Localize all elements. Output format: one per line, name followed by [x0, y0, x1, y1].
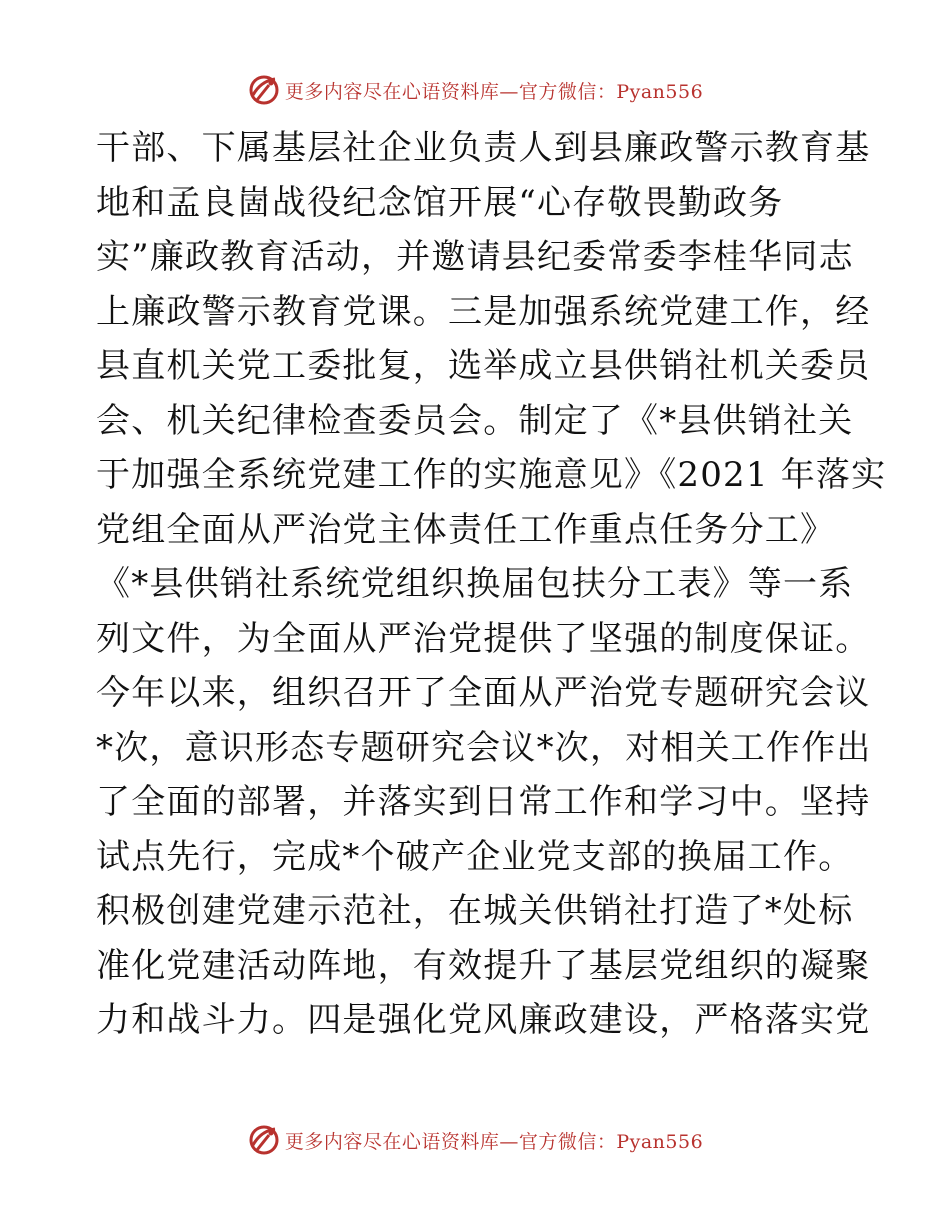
text-line: *次，意识形态专题研究会议*次，对相关工作作出 — [96, 727, 872, 768]
text-line: 积极创建党建示范社，在城关供销社打造了*处标 — [96, 891, 854, 931]
text-line: 力和战斗力。四是强化党风廉政建设，严格落实党 — [96, 1000, 871, 1040]
text-line: 上廉政警示教育党课。三是加强系统党建工作，经 — [96, 291, 871, 332]
text-line: 列文件，为全面从严治党提供了坚强的制度保证。 — [96, 618, 871, 659]
text-line: 实”廉政教育活动，并邀请县纪委常委李桂华同志 — [96, 237, 854, 277]
brand-logo-icon — [247, 1123, 281, 1157]
text-line: 了全面的部署，并落实到日常工作和学习中。坚持 — [96, 782, 871, 822]
document-body — [96, 121, 887, 1048]
text-line: 会、机关纪律检查委员会。制定了《*县供销社关 — [96, 400, 854, 441]
text-line: 试点先行，完成*个破产企业党支部的换届工作。 — [96, 836, 854, 877]
footer-banner — [0, 1120, 950, 1160]
header-banner — [0, 70, 950, 110]
text-line: 今年以来，组织召开了全面从严治党专题研究会议 — [96, 673, 871, 713]
text-line: 党组全面从严治党主体责任工作重点任务分工》 — [96, 509, 836, 550]
text-line: 县直机关党工委批复，选举成立县供销社机关委员 — [96, 346, 871, 386]
text-line: 准化党建活动阵地，有效提升了基层党组织的凝聚 — [96, 945, 871, 986]
text-line: 干部、下属基层社企业负责人到县廉政警示教育基 — [96, 128, 871, 168]
text-line: 于加强全系统党建工作的实施意见》《2021 年落实 — [96, 455, 887, 495]
header-text: 更多内容尽在心语资料库—官方微信：Pyan556 — [284, 80, 704, 103]
footer-text: 更多内容尽在心语资料库—官方微信：Pyan556 — [284, 1130, 704, 1153]
text-line: 《*县供销社系统党组织换届包扶分工表》等一系 — [96, 564, 854, 604]
brand-logo-icon — [247, 73, 281, 107]
text-line: 地和孟良崮战役纪念馆开展“心存敬畏勤政务 — [96, 182, 784, 223]
